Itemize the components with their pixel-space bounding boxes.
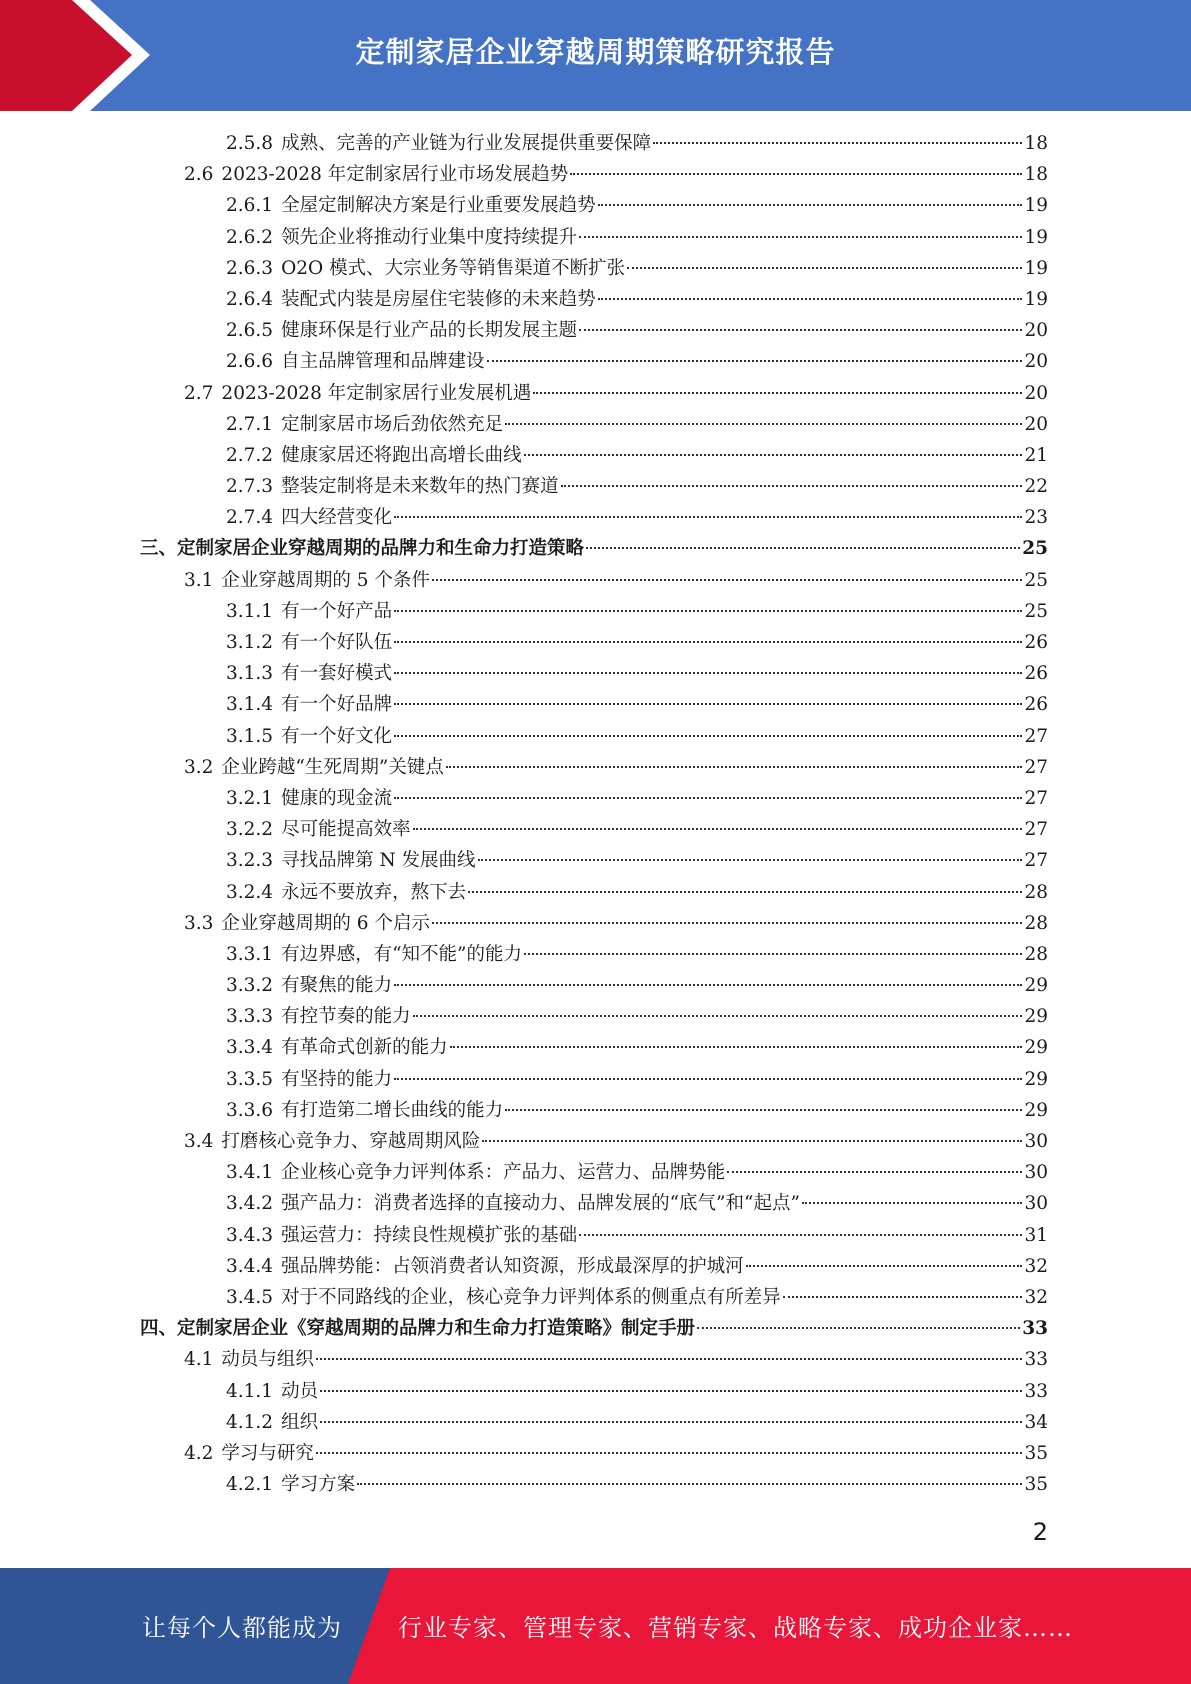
toc-entry[interactable] (140, 1064, 1048, 1095)
toc-dot-leader (394, 610, 1022, 612)
toc-entry-page: 29 (1024, 1037, 1048, 1059)
toc-entry-title: O2O 模式、大宗业务等销售渠道不断扩张 (281, 257, 626, 279)
toc-entry-page: 27 (1024, 819, 1048, 841)
toc-entry-title: 健康的现金流 (281, 787, 393, 809)
toc-entry-number: 2.6.2 (226, 226, 274, 248)
toc-entry[interactable] (140, 1157, 1048, 1188)
toc-entry-page: 21 (1024, 444, 1048, 466)
toc-dot-leader (482, 1140, 1022, 1142)
toc-dot-leader (533, 392, 1022, 394)
toc-entry-title: 有一套好模式 (281, 663, 393, 685)
toc-dot-leader (697, 1327, 1020, 1329)
toc-entry-number: 2.7.3 (226, 476, 274, 498)
toc-dot-leader (432, 579, 1022, 581)
toc-entry-title: 有聚焦的能力 (281, 975, 393, 997)
toc-entry-title: 企业核心竞争力评判体系：产品力、运营力、品牌势能 (281, 1162, 726, 1184)
toc-entry-page: 35 (1024, 1442, 1048, 1464)
toc-entry-page: 25 (1024, 569, 1048, 591)
toc-entry-title: 定制家居企业《穿越周期的品牌力和生命力打造策略》制定手册 (177, 1318, 696, 1340)
toc-entry-page: 25 (1022, 538, 1048, 560)
toc-dot-leader (653, 142, 1022, 144)
toc-entry-page: 33 (1024, 1349, 1048, 1371)
toc-entry-page: 31 (1024, 1224, 1048, 1246)
toc-entry-title: 对于不同路线的企业，核心竞争力评判体系的侧重点有所差异 (281, 1286, 781, 1308)
toc-entry-title: 成熟、完善的产业链为行业发展提供重要保障 (281, 133, 652, 154)
toc-entry-number: 2.6 (184, 164, 214, 186)
toc-dot-leader (627, 267, 1022, 269)
toc-entry-page: 33 (1024, 1380, 1048, 1402)
toc-entry-page: 27 (1024, 850, 1048, 872)
toc-entry-title: 企业跨越“生死周期”关键点 (221, 756, 444, 778)
toc-dot-leader (432, 922, 1022, 924)
toc-dot-leader (394, 1078, 1022, 1080)
toc-entry-number: 四、 (140, 1318, 178, 1340)
toc-entry-number: 2.7.4 (226, 507, 274, 529)
toc-entry[interactable] (140, 1220, 1048, 1251)
toc-entry-title: 健康家居还将跑出高增长曲线 (281, 444, 522, 466)
toc-dot-leader (316, 1452, 1023, 1454)
toc-dot-leader (524, 454, 1023, 456)
toc-entry-page: 19 (1024, 226, 1048, 248)
toc-dot-leader (394, 672, 1022, 674)
toc-entry-title: 企业穿越周期的 6 个启示 (221, 912, 430, 934)
toc-entry-title: 四大经营变化 (281, 507, 393, 529)
toc-entry-number: 4.2.1 (226, 1474, 274, 1496)
toc-entry-page: 20 (1024, 413, 1048, 435)
toc-entry[interactable] (140, 565, 1048, 596)
toc-entry-title: 动员与组织 (221, 1349, 314, 1371)
toc-dot-leader (320, 1421, 1022, 1423)
toc-entry-title: 强品牌势能：占领消费者认知资源，形成最深厚的护城河 (281, 1255, 744, 1277)
toc-entry-number: 3.4.2 (226, 1193, 274, 1215)
toc-entry[interactable] (140, 533, 1048, 564)
toc-entry-title: 有一个好产品 (281, 600, 393, 622)
toc-entry-title: 装配式内装是房屋住宅装修的未来趋势 (281, 288, 596, 310)
toc-dot-leader (727, 1171, 1022, 1173)
toc-entry-title: 打磨核心竞争力、穿越周期风险 (221, 1131, 481, 1152)
toc-entry[interactable] (140, 284, 1048, 315)
toc-entry-page: 25 (1024, 600, 1048, 622)
toc-entry-number: 3.2 (184, 756, 214, 778)
toc-entry[interactable] (140, 845, 1048, 876)
toc-entry-page: 19 (1024, 195, 1048, 217)
toc-entry-title: 领先企业将推动行业集中度持续提升 (281, 226, 578, 248)
toc-entry[interactable] (140, 1438, 1048, 1469)
toc-entry-title: 强产品力：消费者选择的直接动力、品牌发展的“底气”和“起点” (281, 1193, 800, 1215)
toc-entry-number: 2.6.5 (226, 320, 274, 342)
toc-entry-page: 28 (1024, 943, 1048, 965)
toc-entry-number: 3.1.3 (226, 663, 274, 685)
toc-entry-title: 2023-2028 年定制家居行业发展机遇 (221, 382, 532, 404)
toc-entry-number: 4.1.1 (226, 1380, 274, 1402)
toc-entry-page: 19 (1024, 257, 1048, 279)
toc-dot-leader (561, 485, 1023, 487)
toc-dot-leader (746, 1265, 1023, 1267)
toc-entry[interactable] (140, 1095, 1048, 1126)
toc-dot-leader (394, 641, 1022, 643)
toc-dot-leader (783, 1296, 1023, 1298)
toc-entry[interactable] (140, 970, 1048, 1001)
toc-entry-number: 3.1.5 (226, 725, 274, 747)
toc-dot-leader (579, 236, 1022, 238)
toc-dot-leader (478, 859, 1023, 861)
toc-entry[interactable] (140, 752, 1048, 783)
toc-entry[interactable] (140, 440, 1048, 471)
toc-entry-number: 2.7.2 (226, 444, 274, 466)
toc-dot-leader (357, 1483, 1022, 1485)
toc-entry-title: 学习与研究 (221, 1442, 314, 1464)
toc-entry-title: 有打造第二增长曲线的能力 (281, 1099, 504, 1121)
toc-entry[interactable] (140, 814, 1048, 845)
toc-dot-leader (413, 1015, 1023, 1017)
toc-entry-title: 全屋定制解决方案是行业重要发展趋势 (281, 195, 596, 217)
toc-entry-title: 有一个好文化 (281, 725, 393, 747)
toc-entry-number: 3.1.4 (226, 694, 274, 716)
toc-dot-leader (394, 516, 1022, 518)
toc-dot-leader (524, 953, 1022, 955)
toc-entry-number: 2.5.8 (226, 133, 274, 154)
toc-entry-title: 有控节奏的能力 (281, 1006, 411, 1028)
toc-entry-page: 30 (1024, 1193, 1048, 1215)
toc-entry-title: 企业穿越周期的 5 个条件 (221, 569, 430, 591)
toc-entry-number: 2.7.1 (226, 413, 274, 435)
toc-entry-page: 29 (1024, 1099, 1048, 1121)
document-title: 定制家居企业穿越周期策略研究报告 (355, 35, 836, 69)
footer-slogan-left: 让每个人都能成为 (142, 1614, 342, 1642)
toc-entry-number: 3.2.4 (226, 881, 274, 903)
toc-dot-leader (579, 1234, 1022, 1236)
toc-dot-leader (505, 1109, 1022, 1111)
toc-entry-title: 学习方案 (281, 1474, 356, 1496)
toc-entry-page: 29 (1024, 1006, 1048, 1028)
toc-entry[interactable] (140, 596, 1048, 627)
toc-dot-leader (320, 1390, 1022, 1392)
toc-dot-leader (468, 891, 1022, 893)
toc-entry[interactable] (140, 877, 1048, 908)
toc-entry-number: 3.3.2 (226, 975, 274, 997)
toc-entry[interactable] (140, 627, 1048, 658)
toc-entry[interactable] (140, 1001, 1048, 1032)
toc-entry-number: 2.6.6 (226, 351, 274, 373)
toc-entry[interactable] (140, 1126, 1048, 1157)
toc-dot-leader (394, 735, 1022, 737)
toc-entry-number: 2.6.4 (226, 288, 274, 310)
toc-entry-number: 4.1.2 (226, 1411, 274, 1433)
toc-entry-page: 22 (1024, 476, 1048, 498)
toc-entry-number: 3.4.1 (226, 1162, 274, 1184)
toc-entry-number: 3.4 (184, 1131, 214, 1152)
toc-entry-number: 2.6.1 (226, 195, 274, 217)
footer-slogan-right: 行业专家、管理专家、营销专家、战略专家、成功企业家…… (398, 1614, 1073, 1642)
toc-entry-title: 组织 (281, 1411, 319, 1433)
toc-entry-page: 20 (1024, 320, 1048, 342)
toc-dot-leader (413, 828, 1023, 830)
toc-entry-page: 26 (1024, 694, 1048, 716)
toc-entry-page: 30 (1024, 1131, 1048, 1152)
page-header (0, 0, 1191, 111)
toc-entry-page: 19 (1024, 288, 1048, 310)
toc-entry-title: 寻找品牌第 N 发展曲线 (281, 850, 476, 872)
toc-entry[interactable] (140, 222, 1048, 253)
toc-entry-number: 3.4.3 (226, 1224, 274, 1246)
toc-dot-leader (394, 703, 1022, 705)
toc-dot-leader (450, 1046, 1023, 1048)
toc-entry[interactable] (140, 315, 1048, 346)
toc-entry-number: 3.2.2 (226, 819, 274, 841)
toc-entry[interactable] (140, 1188, 1048, 1219)
page-number: 2 (1032, 1518, 1048, 1546)
table-of-contents (140, 128, 1048, 1500)
toc-entry[interactable] (140, 378, 1048, 409)
toc-entry-page: 20 (1024, 351, 1048, 373)
toc-entry-page: 29 (1024, 1068, 1048, 1090)
toc-entry[interactable] (140, 471, 1048, 502)
toc-entry-title: 动员 (281, 1380, 319, 1402)
toc-entry-page: 26 (1024, 663, 1048, 685)
toc-entry-number: 3.3.4 (226, 1037, 274, 1059)
toc-entry-number: 4.1 (184, 1349, 214, 1371)
toc-entry-title: 定制家居市场后劲依然充足 (281, 413, 504, 435)
toc-entry[interactable] (140, 409, 1048, 440)
toc-entry-number: 2.7 (184, 382, 214, 404)
toc-entry-title: 有边界感，有“知不能”的能力 (281, 943, 522, 965)
toc-entry-number: 3.3 (184, 912, 214, 934)
toc-entry[interactable] (140, 128, 1048, 159)
toc-entry-title: 整装定制将是未来数年的热门赛道 (281, 476, 559, 498)
toc-dot-leader (446, 766, 1023, 768)
toc-entry[interactable] (140, 939, 1048, 970)
toc-dot-leader (316, 1358, 1023, 1360)
toc-entry-title: 定制家居企业穿越周期的品牌力和生命力打造策略 (177, 538, 585, 560)
toc-dot-leader (598, 298, 1023, 300)
toc-entry-page: 28 (1024, 912, 1048, 934)
toc-entry-number: 3.1.2 (226, 632, 274, 653)
toc-entry[interactable] (140, 1251, 1048, 1282)
toc-entry-title: 有革命式创新的能力 (281, 1037, 448, 1059)
toc-entry-number: 3.4.5 (226, 1286, 274, 1308)
toc-entry[interactable] (140, 190, 1048, 221)
toc-entry-number: 3.3.5 (226, 1068, 274, 1090)
toc-entry[interactable] (140, 1469, 1048, 1500)
toc-entry-page: 33 (1022, 1318, 1048, 1340)
toc-entry-number: 3.3.6 (226, 1099, 274, 1121)
toc-entry[interactable] (140, 502, 1048, 533)
toc-entry-number: 3.3.1 (226, 943, 274, 965)
toc-entry-title: 永远不要放弃，熬下去 (281, 881, 467, 903)
toc-entry[interactable] (140, 783, 1048, 814)
toc-entry[interactable] (140, 721, 1048, 752)
toc-dot-leader (570, 173, 1022, 175)
toc-entry[interactable] (140, 1313, 1048, 1344)
toc-entry-number: 三、 (140, 538, 178, 560)
toc-entry-page: 32 (1024, 1255, 1048, 1277)
toc-entry-page: 29 (1024, 975, 1048, 997)
toc-entry-number: 3.2.3 (226, 850, 274, 872)
toc-entry-number: 3.1.1 (226, 600, 274, 622)
toc-entry-page: 32 (1024, 1286, 1048, 1308)
toc-entry-page: 35 (1024, 1474, 1048, 1496)
toc-entry-number: 2.6.3 (226, 257, 274, 279)
toc-entry[interactable] (140, 253, 1048, 284)
toc-entry-page: 20 (1024, 382, 1048, 404)
toc-entry-title: 有一个好队伍 (281, 632, 393, 653)
toc-entry-number: 3.1 (184, 569, 214, 591)
toc-entry-title: 自主品牌管理和品牌建设 (281, 351, 485, 373)
toc-entry-page: 30 (1024, 1162, 1048, 1184)
toc-entry[interactable] (140, 346, 1048, 377)
toc-entry-page: 26 (1024, 632, 1048, 653)
toc-entry[interactable] (140, 1282, 1048, 1313)
toc-dot-leader (802, 1202, 1023, 1204)
toc-dot-leader (586, 547, 1020, 549)
toc-entry-page: 18 (1024, 164, 1048, 186)
page-footer (0, 1568, 1191, 1684)
toc-entry-page: 27 (1024, 756, 1048, 778)
toc-entry-page: 34 (1024, 1411, 1048, 1433)
toc-entry[interactable] (140, 908, 1048, 939)
toc-dot-leader (579, 329, 1022, 331)
toc-entry-page: 18 (1024, 133, 1048, 154)
toc-entry-title: 尽可能提高效率 (281, 819, 411, 841)
toc-dot-leader (598, 204, 1023, 206)
toc-entry[interactable] (140, 159, 1048, 190)
toc-entry-number: 3.3.3 (226, 1006, 274, 1028)
toc-entry-title: 有一个好品牌 (281, 694, 393, 716)
toc-entry-number: 3.2.1 (226, 787, 274, 809)
toc-dot-leader (394, 984, 1022, 986)
toc-entry[interactable] (140, 658, 1048, 689)
toc-entry-title: 2023-2028 年定制家居行业市场发展趋势 (221, 164, 569, 186)
toc-entry-page: 27 (1024, 725, 1048, 747)
toc-entry-title: 健康环保是行业产品的长期发展主题 (281, 320, 578, 342)
toc-entry-page: 23 (1024, 507, 1048, 529)
toc-entry[interactable] (140, 1032, 1048, 1063)
toc-entry[interactable] (140, 689, 1048, 720)
toc-entry-number: 3.4.4 (226, 1255, 274, 1277)
toc-entry-title: 有坚持的能力 (281, 1068, 393, 1090)
toc-entry-page: 27 (1024, 787, 1048, 809)
toc-dot-leader (394, 797, 1022, 799)
toc-entry-number: 4.2 (184, 1442, 214, 1464)
toc-entry[interactable] (140, 1376, 1048, 1407)
toc-entry[interactable] (140, 1407, 1048, 1438)
toc-entry-page: 28 (1024, 881, 1048, 903)
toc-dot-leader (505, 423, 1022, 425)
toc-entry-title: 强运营力：持续良性规模扩张的基础 (281, 1224, 578, 1246)
toc-entry[interactable] (140, 1344, 1048, 1375)
toc-dot-leader (487, 360, 1023, 362)
